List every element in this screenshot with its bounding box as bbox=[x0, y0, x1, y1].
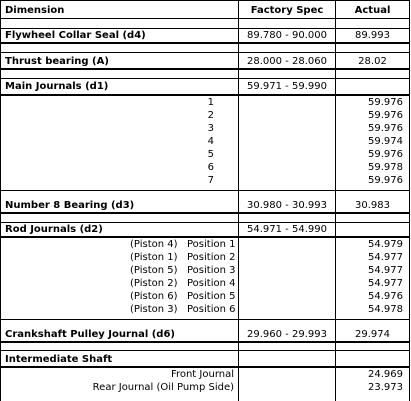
rod-piston: (Piston 2) bbox=[130, 278, 178, 289]
grid-line bbox=[0, 42, 410, 44]
main-row-num: 3 bbox=[207, 123, 214, 134]
inter-row-name: Front Journal bbox=[170, 369, 234, 380]
grid-line bbox=[0, 94, 410, 96]
main-row-actual: 59.976 bbox=[368, 175, 403, 186]
main-row-num: 5 bbox=[207, 149, 214, 160]
pulley-spec: 29.960 - 29.993 bbox=[247, 329, 327, 340]
no8-spec: 30.980 - 30.993 bbox=[247, 200, 327, 211]
thrust-label: Thrust bearing (A) bbox=[5, 56, 109, 67]
inter-row-actual: 24.969 bbox=[368, 369, 403, 380]
thrust-spec: 28.000 - 28.060 bbox=[247, 56, 327, 67]
inter-label: Intermediate Shaft bbox=[5, 354, 113, 365]
rod-position: Position 2 bbox=[187, 252, 236, 263]
rod-actual: 54.977 bbox=[368, 265, 403, 276]
inter-row-actual: 23.973 bbox=[368, 382, 403, 393]
rod-position: Position 1 bbox=[187, 239, 236, 250]
no8-actual: 30.983 bbox=[355, 200, 390, 211]
grid-line bbox=[0, 319, 410, 320]
grid-line bbox=[0, 18, 410, 19]
grid-line bbox=[0, 350, 410, 351]
inter-row-name: Rear Journal (Oil Pump Side) bbox=[92, 382, 234, 393]
grid-line bbox=[0, 366, 410, 368]
main-row-num: 6 bbox=[207, 162, 214, 173]
rod-actual: 54.977 bbox=[368, 252, 403, 263]
main-row-actual: 59.976 bbox=[368, 97, 403, 108]
rod-actual: 54.978 bbox=[368, 304, 403, 315]
rod-actual: 54.977 bbox=[368, 278, 403, 289]
rod-piston: (Piston 6) bbox=[130, 291, 178, 302]
flywheel-label: Flywheel Collar Seal (d4) bbox=[5, 30, 146, 41]
main-label: Main Journals (d1) bbox=[5, 81, 109, 92]
rod-position: Position 5 bbox=[187, 291, 236, 302]
grid-line bbox=[0, 68, 410, 70]
rod-piston: (Piston 1) bbox=[130, 252, 178, 263]
main-row-num: 4 bbox=[207, 136, 214, 147]
grid-line bbox=[0, 190, 410, 191]
rod-actual: 54.976 bbox=[368, 291, 403, 302]
rod-position: Position 4 bbox=[187, 278, 236, 289]
main-row-actual: 59.974 bbox=[368, 136, 403, 147]
no8-label: Number 8 Bearing (d3) bbox=[5, 200, 135, 211]
main-row-num: 7 bbox=[207, 175, 214, 186]
pulley-actual: 29.974 bbox=[355, 329, 390, 340]
grid-line bbox=[0, 236, 410, 238]
rod-position: Position 3 bbox=[187, 265, 236, 276]
rod-piston: (Piston 5) bbox=[130, 265, 178, 276]
rod-piston: (Piston 3) bbox=[130, 304, 178, 315]
main-row-actual: 59.976 bbox=[368, 149, 403, 160]
header-actual: Actual bbox=[354, 5, 391, 16]
main-row-num: 2 bbox=[207, 110, 214, 121]
header-dimension: Dimension bbox=[5, 5, 65, 16]
rod-actual: 54.979 bbox=[368, 239, 403, 250]
rod-label: Rod Journals (d2) bbox=[5, 224, 103, 235]
header-factory-spec: Factory Spec bbox=[250, 5, 324, 16]
pulley-label: Crankshaft Pulley Journal (d6) bbox=[5, 329, 175, 340]
grid-line bbox=[0, 222, 410, 223]
main-row-actual: 59.976 bbox=[368, 110, 403, 121]
main-row-actual: 59.978 bbox=[368, 162, 403, 173]
main-row-num: 1 bbox=[207, 97, 214, 108]
grid-line bbox=[0, 52, 410, 53]
thrust-actual: 28.02 bbox=[358, 56, 387, 67]
flywheel-actual: 89.993 bbox=[355, 30, 390, 41]
grid-line bbox=[0, 341, 410, 343]
grid-line bbox=[0, 0, 410, 1]
flywheel-spec: 89.780 - 90.000 bbox=[247, 30, 327, 41]
rod-position: Position 6 bbox=[187, 304, 236, 315]
grid-line bbox=[0, 28, 410, 29]
grid-line bbox=[0, 78, 410, 79]
grid-line bbox=[0, 212, 410, 214]
main-spec: 59.971 - 59.990 bbox=[247, 81, 327, 92]
main-row-actual: 59.976 bbox=[368, 123, 403, 134]
rod-piston: (Piston 4) bbox=[130, 239, 178, 250]
rod-spec: 54.971 - 54.990 bbox=[247, 224, 327, 235]
